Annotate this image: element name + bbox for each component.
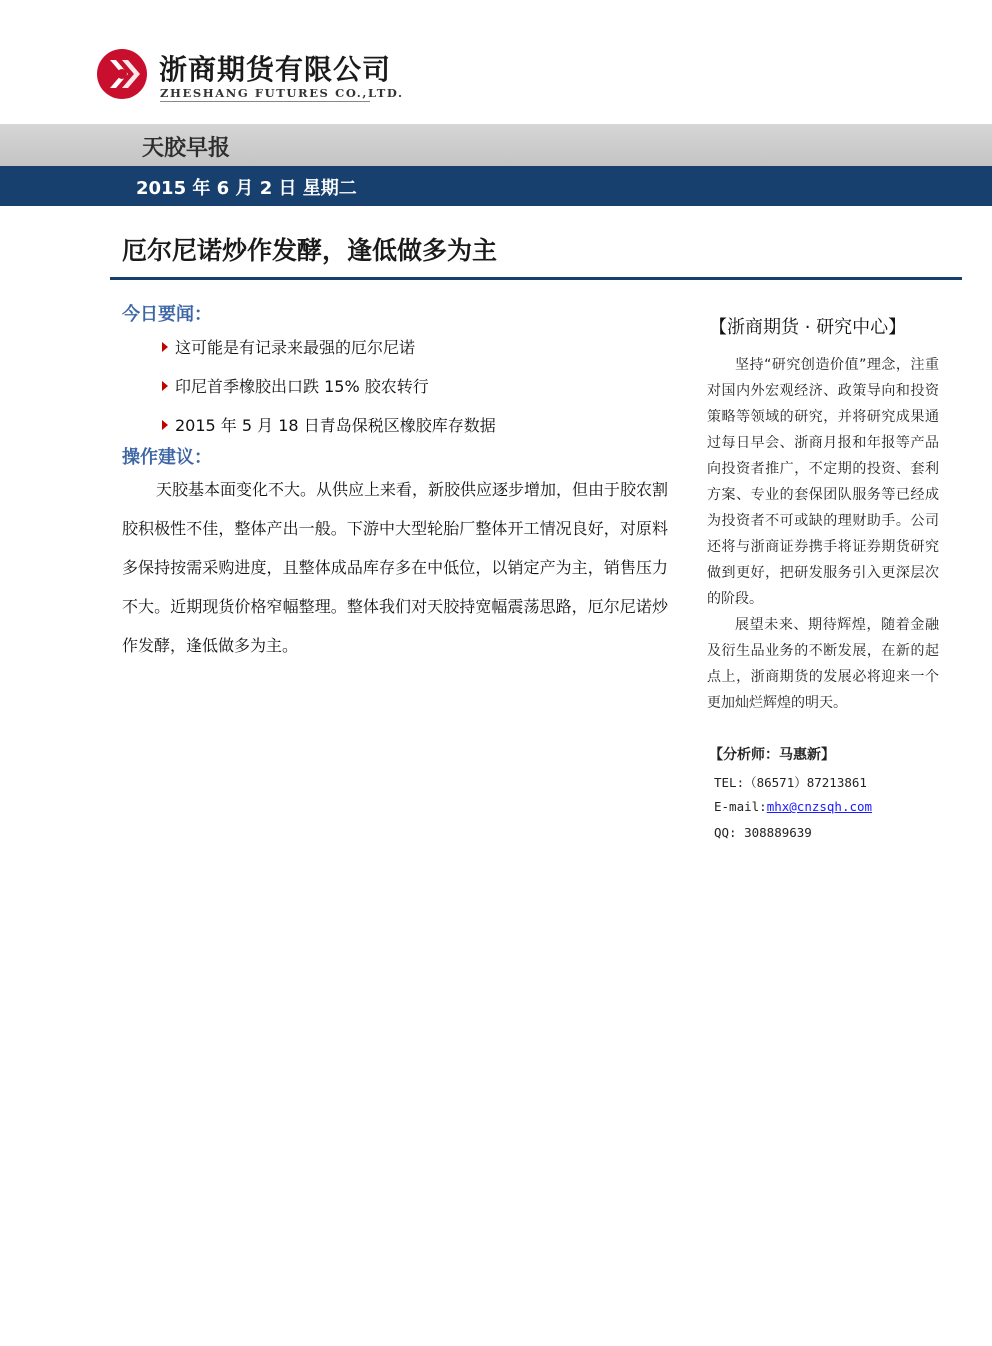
analyst-tel: TEL:（86571）87213861	[714, 775, 867, 790]
analyst-email-link[interactable]: mhx@cnzsqh.com	[766, 799, 873, 814]
bullet-arrow-icon	[162, 381, 168, 391]
advice-paragraph	[122, 470, 668, 665]
report-name: 天胶早报	[142, 136, 231, 161]
bullet-arrow-icon	[162, 342, 168, 352]
news-item	[162, 374, 429, 397]
analyst-title: 【分析师：马惠新】	[709, 747, 835, 763]
news-item	[162, 413, 496, 436]
news-item	[162, 335, 415, 358]
report-date: 2015 年 6 月 2 日 星期二	[136, 178, 357, 199]
analyst-qq: QQ: 308889639	[714, 825, 812, 840]
research-center-para-2: 展望未来、期待辉煌，随着金融及衍生品业务的不断发展，在新的起点上，浙商期货的发展必将迎来一个更加灿烂辉煌的明天。	[707, 617, 939, 711]
company-logo	[96, 46, 404, 106]
research-center-title: 【浙商期货 · 研究中心】	[709, 317, 907, 338]
report-headline: 厄尔尼诺炒作发酵，逢低做多为主	[122, 236, 498, 265]
news-item-text: 这可能是有记录来最强的厄尔尼诺	[175, 338, 416, 357]
analyst-email-row	[714, 799, 872, 814]
news-item-text: 2015 年 5 月 18 日青岛保税区橡胶库存数据	[175, 416, 496, 435]
company-name-cn: 浙商期货有限公司	[159, 53, 392, 86]
email-label: E-mail:	[714, 799, 767, 814]
news-item-text: 印尼首季橡胶出口跌 15% 胶农转行	[175, 377, 429, 396]
company-logo-icon	[96, 48, 148, 100]
logo-divider	[160, 101, 370, 102]
advice-text: 天胶基本面变化不大。从供应上来看，新胶供应逐步增加，但由于胶农割胶积极性不佳，整体产出一般。下游中大型轮胎厂整体开工情况良好，对原料多保持按需采购进度，且整体成品库存多在中低位，以销定产为主，销售压力不大。近期现货价格窄幅整理。整体我们对天胶持宽幅震荡思路，厄尔尼诺炒作发酵，逢低做多为主。	[122, 480, 669, 655]
bullet-arrow-icon	[162, 420, 168, 430]
advice-heading: 操作建议：	[122, 447, 212, 468]
research-center-para-1: 坚持“研究创造价值”理念，注重对国内外宏观经济、政策导向和投资策略等领域的研究，并将研究成果通过每日早会、浙商月报和年报等产品向投资者推广，不定期的投资、套利方案、专业的套保团队服务等已经成为投资者不可或缺的理财助手。公司还将与浙商证券携手将证券期货研究做到更好，把研发服务引入更深层次的阶段。	[707, 357, 939, 607]
headline-divider	[110, 277, 962, 280]
company-name-en: ZHESHANG FUTURES CO.,LTD.	[160, 86, 404, 100]
news-heading: 今日要闻：	[122, 304, 212, 325]
report-date-band	[0, 166, 992, 206]
research-center-description	[707, 352, 939, 716]
report-name-band	[0, 124, 992, 166]
